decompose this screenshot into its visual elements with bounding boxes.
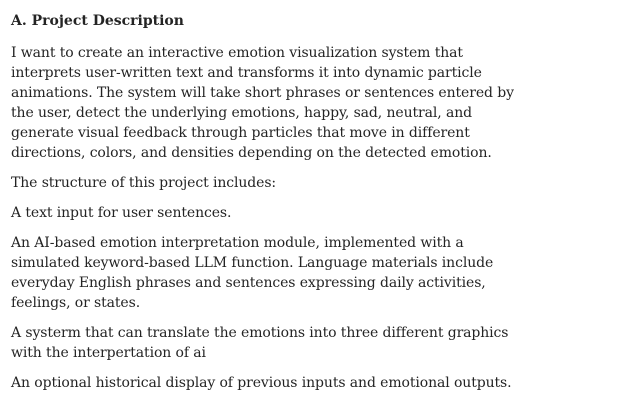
paragraph-history-display: An optional historical display of previous inputs and emotional outputs. [11,375,512,391]
paragraph-project-overview: I want to create an interactive emotion visualization system that interprets user-written text and transforms it into dynamic particle animations. The system will take short phrases or sentences entered by the user, detect the underlying emotions, happy, sad, neutral, and generate visual feedback through particles that move in different directions, colors, and densities depending on the detected emotion. [11,45,514,161]
paragraph-ai-module: An AI-based emotion interpretation module, implemented with a simulated keyword-based LLM function. Language materials include everyday English phrases and sentences expressing daily activities, feelings, or states. [11,235,494,311]
section-heading: A. Project Description [11,13,184,29]
paragraph-text-input: A text input for user sentences. [11,205,232,221]
paragraph-structure-intro: The structure of this project includes: [11,175,277,191]
document-body [11,9,531,403]
paragraph-graphics-system: A systerm that can translate the emotions into three different graphics with the interpertation of ai [11,325,509,361]
